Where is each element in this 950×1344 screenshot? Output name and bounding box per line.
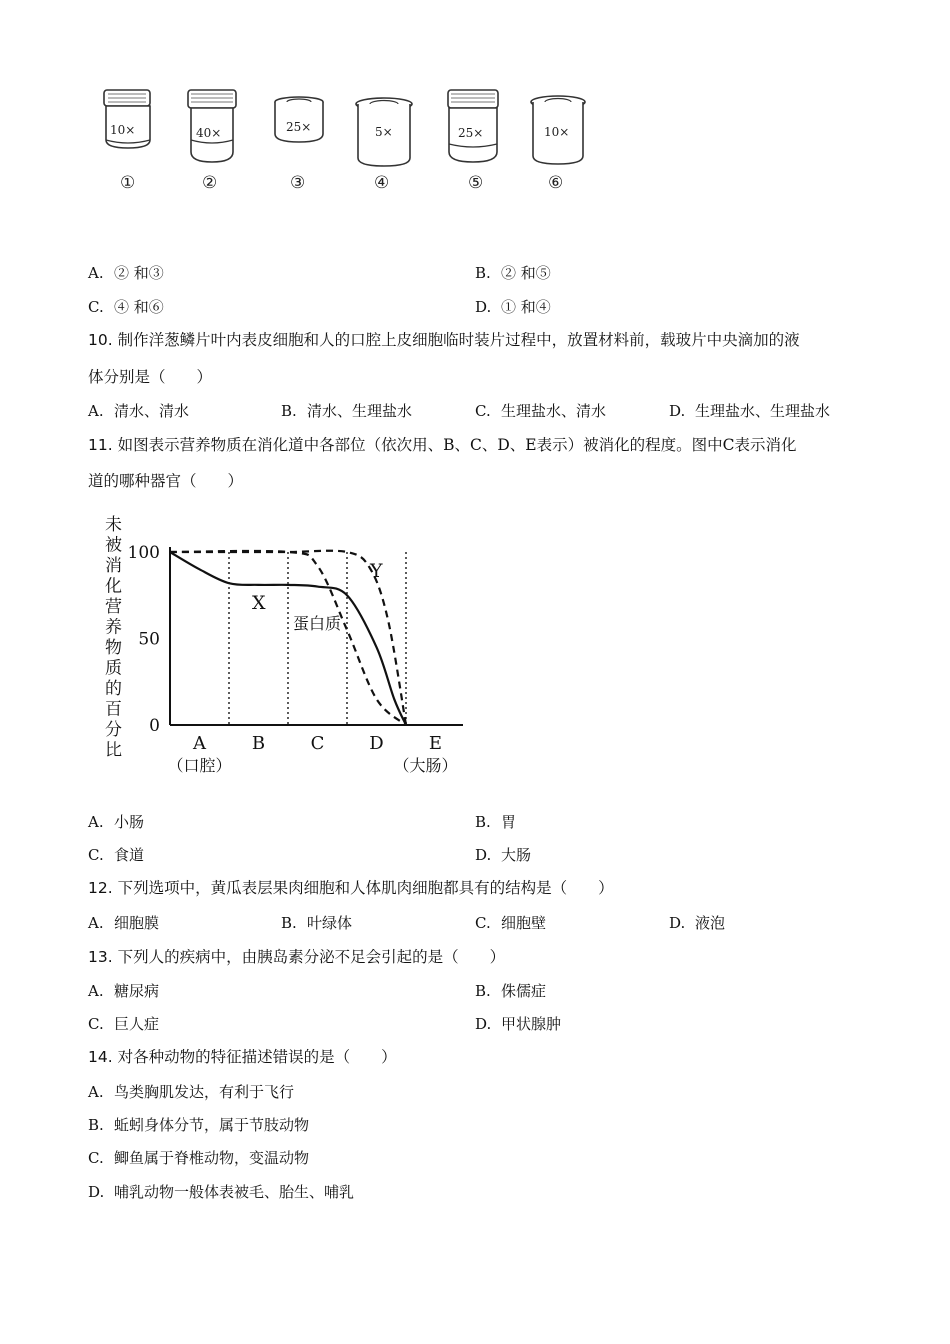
option-key: B. bbox=[281, 914, 297, 932]
q11-option-d[interactable] bbox=[475, 845, 531, 865]
q14-stem bbox=[88, 1047, 397, 1067]
q11-stem-line2 bbox=[88, 471, 243, 491]
option-text: 糖尿病 bbox=[114, 982, 160, 1000]
lens-number: ⑥ bbox=[548, 173, 564, 193]
question-number: 10. bbox=[88, 331, 113, 349]
option-text: 哺乳动物一般体表被毛、胎生、哺乳 bbox=[114, 1183, 355, 1201]
q12-stem bbox=[88, 878, 614, 898]
option-key: A. bbox=[88, 982, 104, 1000]
y-axis-label-char: 营 bbox=[105, 597, 122, 617]
q12-option-c[interactable] bbox=[475, 913, 546, 933]
option-key: B. bbox=[475, 264, 491, 282]
q11-stem-line1 bbox=[88, 435, 796, 455]
question-number: 11. bbox=[88, 436, 113, 454]
question-text: 道的哪种器官（ ） bbox=[88, 472, 244, 490]
y-axis-label-char: 未 bbox=[105, 515, 122, 535]
lens-number: ④ bbox=[374, 173, 390, 193]
option-text: 胃 bbox=[501, 813, 517, 831]
option-key: A. bbox=[88, 264, 104, 282]
q14-option-c[interactable] bbox=[88, 1148, 309, 1168]
q9-option-d[interactable] bbox=[475, 297, 551, 317]
q10-option-b[interactable] bbox=[281, 401, 412, 421]
option-key: D. bbox=[88, 1183, 105, 1201]
q12-option-a[interactable] bbox=[88, 913, 159, 933]
option-text: 清水、生理盐水 bbox=[307, 402, 413, 420]
lens-label: 40× bbox=[196, 126, 222, 140]
lens-label: 25× bbox=[286, 120, 312, 134]
option-key: D. bbox=[475, 1015, 492, 1033]
option-key: C. bbox=[88, 298, 104, 316]
option-key: C. bbox=[88, 1015, 104, 1033]
option-text: 大肠 bbox=[501, 846, 532, 864]
option-key: A. bbox=[88, 402, 104, 420]
option-text: 巨人症 bbox=[114, 1015, 160, 1033]
option-key: B. bbox=[88, 1116, 104, 1134]
q9-option-a[interactable] bbox=[88, 263, 164, 283]
lens-number: ② bbox=[202, 173, 218, 193]
q14-option-d[interactable] bbox=[88, 1182, 354, 1202]
question-text: 如图表示营养物质在消化道中各部位（依次用、B、C、D、E表示）被消化的程度。图中C表示消化 bbox=[112, 436, 797, 454]
lens-label: 25× bbox=[458, 126, 484, 140]
y-tick-label: 50 bbox=[138, 629, 160, 650]
q13-option-c[interactable] bbox=[88, 1014, 159, 1034]
x-tick-note: （大肠） bbox=[393, 756, 458, 775]
y-axis-label-char: 化 bbox=[105, 576, 122, 597]
option-key: A. bbox=[88, 813, 104, 831]
q10-option-c[interactable] bbox=[475, 401, 606, 421]
option-key: D. bbox=[475, 298, 492, 316]
q12-option-d[interactable] bbox=[669, 913, 725, 933]
series-label: Y bbox=[370, 560, 383, 582]
option-key: A. bbox=[88, 914, 104, 932]
question-text: 下列人的疾病中，由胰岛素分泌不足会引起的是（ ） bbox=[112, 948, 506, 966]
q13-option-d[interactable] bbox=[475, 1014, 561, 1034]
y-axis-label-char: 养 bbox=[105, 617, 122, 638]
q10-stem-line2 bbox=[88, 367, 212, 387]
lens-4 bbox=[356, 98, 412, 166]
option-text: 侏儒症 bbox=[501, 982, 547, 1000]
option-text: 液泡 bbox=[695, 914, 726, 932]
y-tick-label: 0 bbox=[149, 716, 160, 736]
q13-option-a[interactable] bbox=[88, 981, 159, 1001]
lens-number: ③ bbox=[290, 173, 306, 193]
question-number: 12. bbox=[88, 879, 113, 897]
q10-option-d[interactable] bbox=[669, 401, 830, 421]
option-key: C. bbox=[88, 1149, 104, 1167]
question-text: 体分别是（ ） bbox=[88, 368, 213, 386]
q9-option-c[interactable] bbox=[88, 297, 164, 317]
lens-3 bbox=[275, 97, 323, 142]
q14-option-b[interactable] bbox=[88, 1115, 309, 1135]
option-key: D. bbox=[475, 846, 492, 864]
x-tick-note: （口腔） bbox=[167, 756, 232, 775]
option-text: ④ 和⑥ bbox=[114, 298, 164, 316]
option-key: A. bbox=[88, 1083, 104, 1101]
option-text: 细胞壁 bbox=[501, 914, 547, 932]
lens-figure bbox=[90, 82, 600, 197]
q10-option-a[interactable] bbox=[88, 401, 189, 421]
option-text: 清水、清水 bbox=[114, 402, 190, 420]
x-tick-label: B bbox=[251, 733, 266, 754]
option-key: D. bbox=[669, 402, 686, 420]
lens-label: 10× bbox=[110, 123, 136, 137]
option-key: C. bbox=[475, 402, 491, 420]
lens-5 bbox=[448, 90, 498, 162]
y-axis-label-char: 物 bbox=[105, 638, 122, 658]
y-axis-label-char: 的 bbox=[105, 679, 122, 699]
option-text: 鸟类胸肌发达，有利于飞行 bbox=[114, 1083, 295, 1101]
lens-6 bbox=[531, 96, 585, 164]
option-key: C. bbox=[88, 846, 104, 864]
y-axis-label-char: 比 bbox=[105, 740, 122, 761]
digestion-chart bbox=[95, 512, 480, 782]
option-text: 甲状腺肿 bbox=[501, 1015, 562, 1033]
series-label: X bbox=[252, 592, 266, 614]
q13-stem bbox=[88, 947, 505, 967]
x-tick-label: A bbox=[193, 733, 206, 754]
series-label: 蛋白质 bbox=[293, 614, 342, 633]
option-text: 生理盐水、清水 bbox=[501, 402, 607, 420]
q11-option-a[interactable] bbox=[88, 812, 144, 832]
option-key: B. bbox=[475, 982, 491, 1000]
q14-option-a[interactable] bbox=[88, 1082, 294, 1102]
question-text: 制作洋葱鳞片叶内表皮细胞和人的口腔上皮细胞临时装片过程中，放置材料前，载玻片中央滴加的液 bbox=[112, 331, 800, 349]
lens-number: ① bbox=[120, 173, 136, 193]
y-axis-label-char: 被 bbox=[105, 535, 122, 556]
y-axis-label-char: 消 bbox=[105, 556, 122, 576]
y-tick-label: 100 bbox=[127, 543, 160, 563]
option-text: 叶绿体 bbox=[307, 914, 353, 932]
question-text: 下列选项中，黄瓜表层果肉细胞和人体肌肉细胞都具有的结构是（ ） bbox=[112, 879, 614, 897]
option-text: 细胞膜 bbox=[114, 914, 160, 932]
option-text: 小肠 bbox=[114, 813, 145, 831]
lens-2 bbox=[188, 90, 236, 162]
option-key: D. bbox=[669, 914, 686, 932]
option-text: ② 和⑤ bbox=[501, 264, 551, 282]
question-text: 对各种动物的特征描述错误的是（ ） bbox=[112, 1048, 397, 1066]
q11-option-b[interactable] bbox=[475, 812, 516, 832]
x-tick-label: D bbox=[369, 733, 384, 754]
question-number: 14. bbox=[88, 1048, 113, 1066]
y-axis-label-char: 质 bbox=[105, 658, 122, 679]
question-number: 13. bbox=[88, 948, 113, 966]
option-key: B. bbox=[475, 813, 491, 831]
x-tick-label: C bbox=[310, 733, 325, 754]
option-text: 蚯蚓身体分节，属于节肢动物 bbox=[114, 1116, 310, 1134]
q12-option-b[interactable] bbox=[281, 913, 352, 933]
option-text: 鲫鱼属于脊椎动物，变温动物 bbox=[114, 1149, 310, 1167]
option-text: ① 和④ bbox=[501, 298, 551, 316]
option-text: ② 和③ bbox=[114, 264, 164, 282]
q10-stem-line1 bbox=[88, 330, 800, 350]
option-key: C. bbox=[475, 914, 491, 932]
option-key: B. bbox=[281, 402, 297, 420]
y-axis-label-char: 百 bbox=[105, 699, 122, 720]
q11-option-c[interactable] bbox=[88, 845, 144, 865]
option-text: 生理盐水、生理盐水 bbox=[695, 402, 831, 420]
option-text: 食道 bbox=[114, 846, 145, 864]
lens-number: ⑤ bbox=[468, 173, 484, 193]
x-tick-label: E bbox=[428, 733, 443, 754]
lens-label: 5× bbox=[375, 125, 393, 139]
q13-option-b[interactable] bbox=[475, 981, 546, 1001]
lens-label: 10× bbox=[544, 125, 570, 139]
lens-1 bbox=[104, 90, 150, 148]
y-axis-label-char: 分 bbox=[105, 720, 122, 740]
q9-option-b[interactable] bbox=[475, 263, 551, 283]
